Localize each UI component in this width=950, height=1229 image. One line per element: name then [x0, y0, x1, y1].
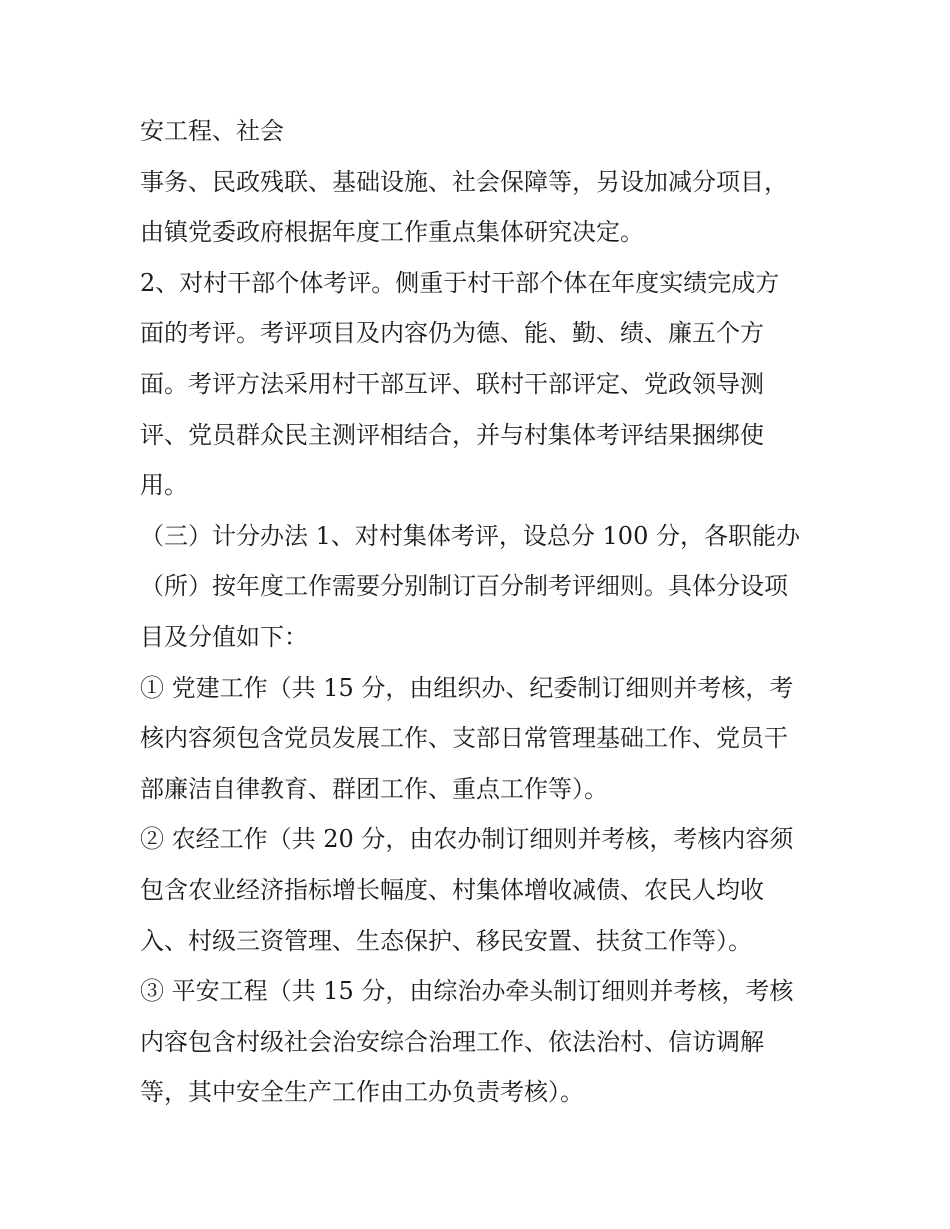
text-line: 内容包含村级社会治安综合治理工作、依法治村、信访调解 — [140, 1027, 764, 1056]
text-line: 2、对村干部个体考评。侧重于村干部个体在年度实绩完成方 — [140, 268, 780, 297]
text-line: （三）计分办法 1、对村集体考评，设总分 100 分，各职能办 — [140, 521, 800, 550]
text-line: 等，其中安全生产工作由工办负责考核）。 — [140, 1078, 584, 1107]
text-line: 面。考评方法采用村干部互评、联村干部评定、党政领导测 — [140, 369, 764, 398]
text-line: 由镇党委政府根据年度工作重点集体研究决定。 — [140, 218, 644, 247]
text-line: 面的考评。考评项目及内容仍为德、能、勤、绩、廉五个方 — [140, 319, 764, 348]
text-line: 安工程、社会 — [140, 117, 284, 145]
text-line: （所）按年度工作需要分别制订百分制考评细则。具体分设项 — [140, 572, 788, 601]
text-line: 事务、民政残联、基础设施、社会保障等，另设加减分项目， — [140, 167, 788, 196]
text-line: 部廉洁自律教育、群团工作、重点工作等）。 — [140, 774, 608, 803]
text-line: ② 农经工作（共 20 分，由农办制订细则并考核，考核内容须 — [140, 825, 794, 854]
text-line: 入、村级三资管理、生态保护、移民安置、扶贫工作等）。 — [140, 926, 752, 955]
text-line: 用。 — [140, 471, 188, 500]
document-body — [140, 106, 820, 1118]
text-line: ① 党建工作（共 15 分，由组织办、纪委制订细则并考核，考 — [140, 673, 794, 702]
text-line: 核内容须包含党员发展工作、支部日常管理基础工作、党员干 — [140, 724, 788, 753]
text-line: 目及分值如下： — [140, 622, 308, 651]
text-line: ③ 平安工程（共 15 分，由综治办牵头制订细则并考核，考核 — [140, 977, 794, 1006]
text-line: 评、党员群众民主测评相结合，并与村集体考评结果捆绑使 — [140, 420, 764, 449]
text-line: 包含农业经济指标增长幅度、村集体增收减债、农民人均收 — [140, 875, 764, 904]
